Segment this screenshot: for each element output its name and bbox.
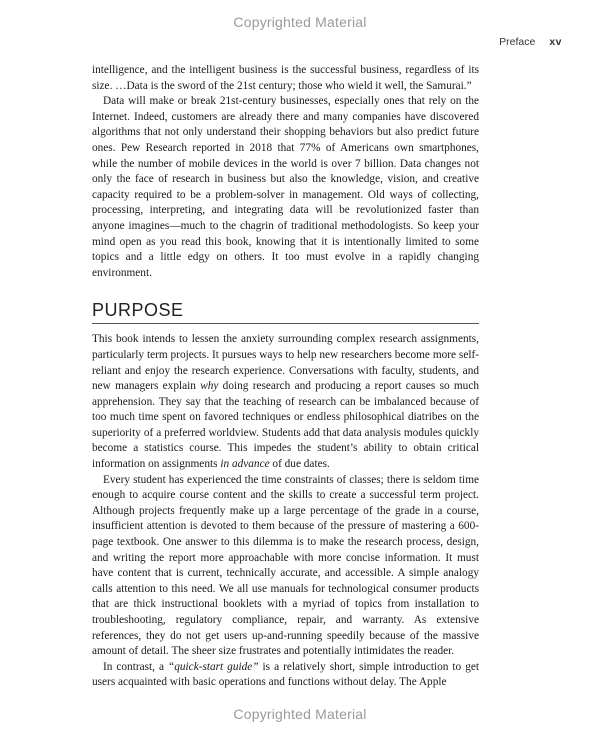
emphasis-quick-start-guide: “quick-start guide” bbox=[167, 660, 259, 673]
page-number: xv bbox=[549, 36, 562, 48]
running-head bbox=[499, 36, 562, 48]
text-run: This book intends to lessen the anxiety surrounding complex research assignments, particularly term projects. It pursues ways to help new researchers become more self-reliant and enjoy the research experience. Conversations with faculty, students, and new managers explain bbox=[92, 333, 479, 393]
emphasis-why: why bbox=[200, 380, 219, 393]
text-run: of due dates. bbox=[269, 458, 330, 471]
paragraph-time-constraints: Every student has experienced the time constraints of classes; there is seldom time enough to acquire course content and the skills to create a successful term project. Although projects frequently make up a large percentage of the grade in a course, insufficient attention is devoted to them because of the pressure of mastering a 600-page textbook. One answer to this dilemma is to make the research process, design, and writing the report more approachable with more concise information. It must have content that is current, technically accurate, and accessible. A simple analogy calls attention to this need. We all use manuals for technological consumer products that are thick instructional booklets with a myriad of topics from installation to troubleshooting, regulatory compliance, repair, and warranty. As extensive references, they do not get users up-and-running speedily because of the massive amount of detail. The sheer size frustrates and potentially intimidates the reader. bbox=[92, 473, 479, 658]
watermark-bottom: Copyrighted Material bbox=[233, 706, 367, 722]
text-run: In contrast, a bbox=[103, 660, 168, 673]
page-body bbox=[92, 63, 479, 691]
emphasis-in-advance: in advance bbox=[220, 458, 270, 471]
section-heading-purpose: PURPOSE bbox=[92, 299, 479, 324]
text-run: is a relatively short, simple introduction to get users acquainted with basic operations and functions without delay. The Apple bbox=[92, 660, 479, 689]
paragraph-data-business: Data will make or break 21st-century businesses, especially ones that rely on the Internet. Indeed, customers are already there and many companies have discovered algorithms that not only understand their shopping behaviors but also predict future ones. Pew Research reported in 2018 that 77% of Americans own smartphones, while the number of mobile devices in the world is over 7 billion. Data changes not only the face of research in business but also the knowledge, vision, and creative capacity required to be a problem-solver in management. Old ways of collecting, processing, interpreting, and integrating data will be revolutionized faster than anyone imagines—much to the chagrin of traditional methodologists. So keep your mind open as you read this book, knowing that it is intentionally limited to some topics and a little edgy on others. It too must evolve in a rapidly changing environment. bbox=[92, 95, 479, 279]
watermark-top: Copyrighted Material bbox=[233, 14, 367, 30]
paragraph-continued: intelligence, and the intelligent business is the successful business, regardless of its size. …Data is the sword of the 21st century; those who wield it well, the Samurai.” bbox=[92, 64, 479, 92]
paragraph-quick-start bbox=[92, 660, 479, 691]
running-head-title: Preface bbox=[499, 36, 536, 48]
text-run: doing research and producing a report causes so much apprehension. They say that the teaching of research can be imbalanced because of too much time spent on favored techniques or endless philosophical diatribes on the superiority of a preferred worldview. Students add that data analysis modules quickly become a statistics course. This impedes the student’s ability to obtain critical information on assignments bbox=[92, 380, 479, 471]
paragraph-book-intent bbox=[92, 332, 479, 472]
